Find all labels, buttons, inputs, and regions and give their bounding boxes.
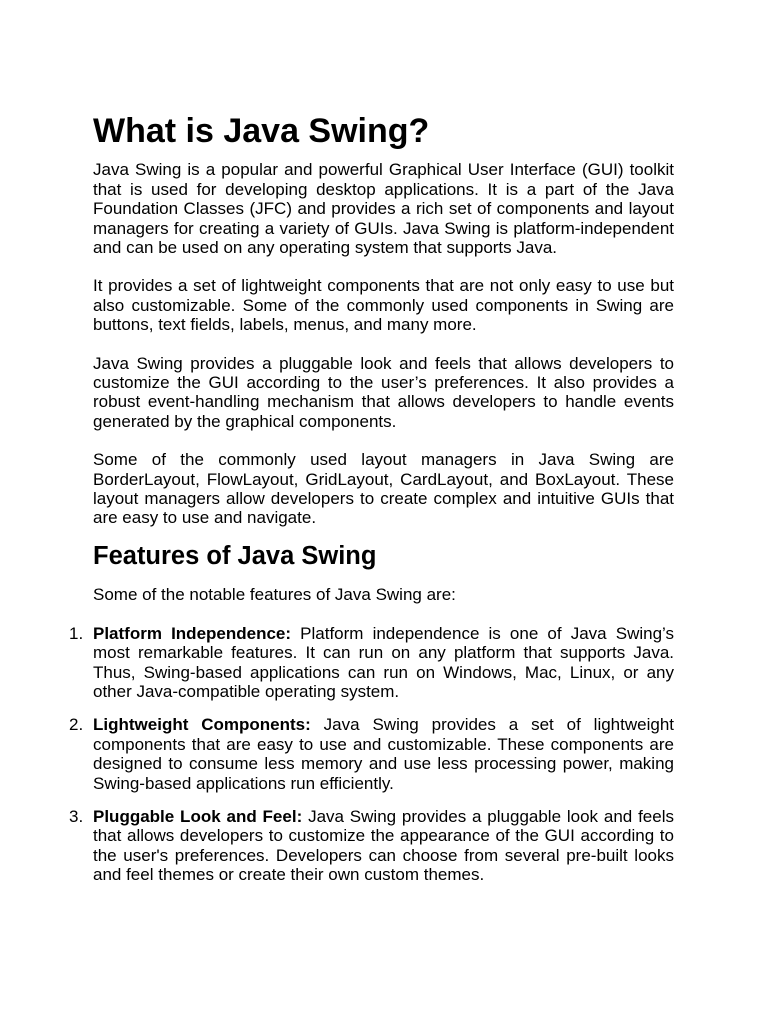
feature-term: Pluggable Look and Feel:	[93, 806, 303, 826]
feature-item-pluggable-look-and-feel	[69, 806, 674, 885]
paragraph-layout-managers: Some of the commonly used layout managers in Java Swing are BorderLayout, FlowLayout, GridLayout, CardLayout, and BoxLayout. These layout managers allow developers to create complex and intuitive GUIs that are easy to use and navigate.	[93, 450, 674, 528]
paragraph-intro: Java Swing is a popular and powerful Graphical User Interface (GUI) toolkit that is used for developing desktop applications. It is a part of the Java Foundation Classes (JFC) and provides a rich set of components and layout managers for creating a variety of GUIs. Java Swing is platform-independent and can be used on any operating system that supports Java.	[93, 160, 674, 258]
feature-description: Java Swing provides a set of lightweight components that are easy to use and customizable. These components are designed to consume less memory and use less processing power, making Swing-based applications run efficiently.	[93, 715, 675, 793]
heading-what-is-java-swing: What is Java Swing?	[93, 112, 430, 150]
paragraph-features-intro: Some of the notable features of Java Swing are:	[93, 585, 456, 605]
paragraph-lightweight-components: It provides a set of lightweight components that are not only easy to use but also customizable. Some of the commonly used components in Swing are buttons, text fields, labels, menus, and many more.	[93, 276, 674, 335]
feature-item-lightweight-components	[69, 715, 675, 793]
paragraph-pluggable-look: Java Swing provides a pluggable look and feels that allows developers to customize the GUI according to the user’s preferences. It also provides a robust event-handling mechanism that allows developers to handle events generated by the graphical components.	[93, 353, 674, 431]
list-number: 2.	[69, 715, 84, 735]
feature-item-platform-independence	[69, 623, 674, 702]
document-page	[69, 112, 675, 899]
feature-description: Java Swing provides a pluggable look and feels that allows developers to customize the appearance of the GUI according to the user's preferences. Developers can choose from several pre-built looks and feel themes or create their own custom themes.	[93, 806, 674, 885]
feature-term: Lightweight Components:	[93, 715, 311, 735]
feature-term: Platform Independence:	[93, 623, 292, 643]
feature-description: Platform independence is one of Java Swing’s most remarkable features. It can run on any platform that supports Java. Thus, Swing-based applications can run on Windows, Mac, Linux, or any other Java-compatible operating system.	[93, 623, 674, 701]
list-number: 1.	[69, 623, 84, 643]
features-list	[69, 623, 675, 885]
list-number: 3.	[69, 806, 84, 826]
heading-features: Features of Java Swing	[93, 541, 377, 570]
